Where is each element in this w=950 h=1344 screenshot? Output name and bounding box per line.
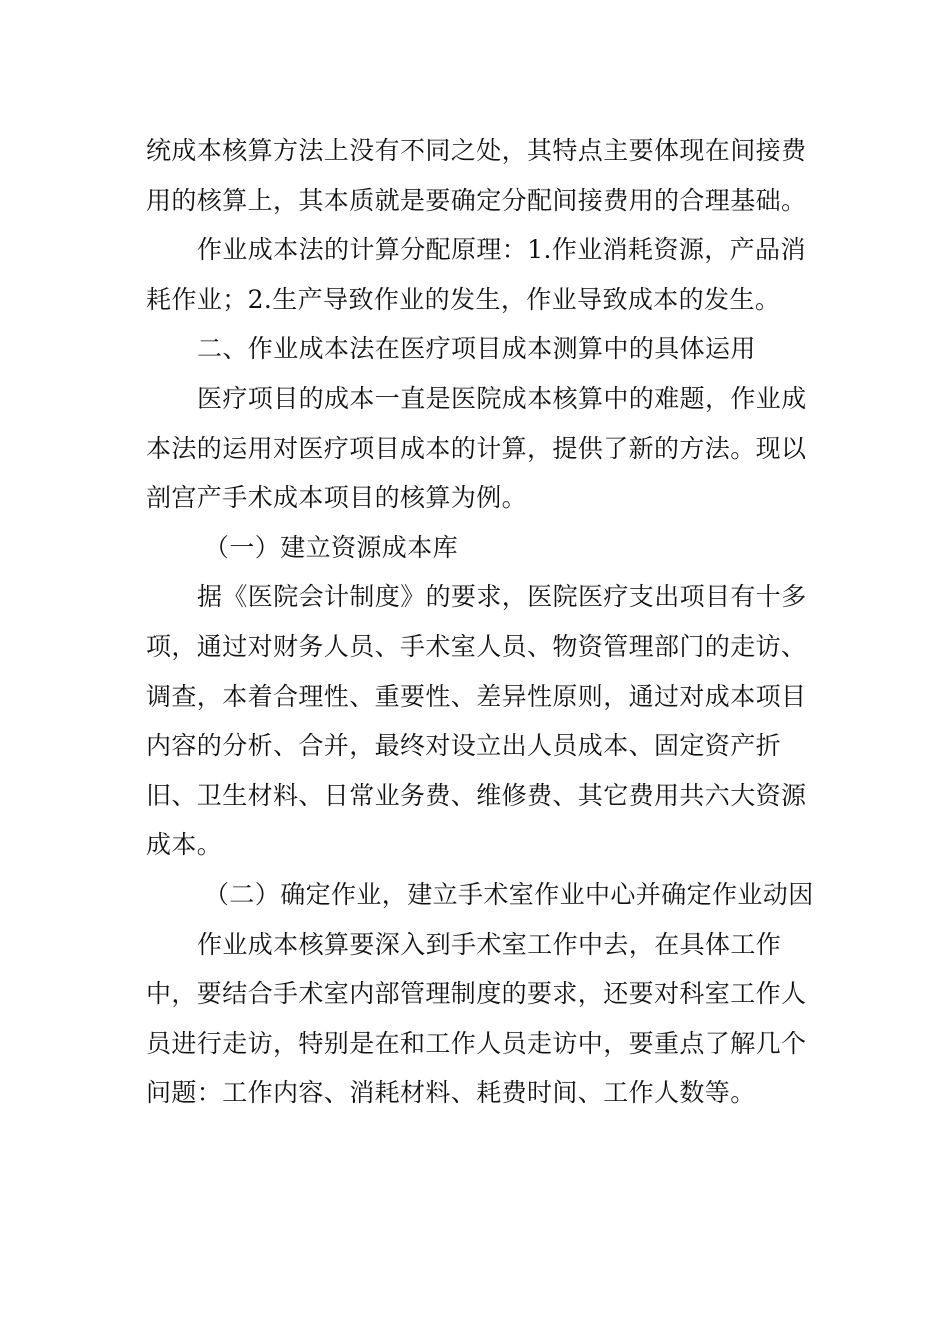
paragraph-resource-cost-pool: 据《医院会计制度》的要求，医院医疗支出项目有十多项，通过对财务人员、手术室人员、物资管理部门的走访、调查，本着合理性、重要性、差异性原则，通过对成本项目内容的分析、合并，最终对设立出人员成本、固定资产折旧、卫生材料、日常业务费、维修费、其它费用共六大资源成本。 [146, 582, 807, 860]
paragraph-calculation-principle: 作业成本法的计算分配原理：1.作业消耗资源，产品消耗作业；2.生产导致作业的发生，作业导致成本的发生。 [146, 235, 806, 314]
paragraph-activity-costing: 作业成本核算要深入到手术室工作中去，在具体工作中，要结合手术室内部管理制度的要求，还要对科室工作人员进行走访，特别是在和工作人员走访中，要重点了解几个问题：工作内容、消耗材料、耗费时间、工作人数等。 [146, 929, 807, 1108]
subsection-heading-1: （一）建立资源成本库 [204, 532, 459, 562]
section-heading-2: 二、作业成本法在医疗项目成本测算中的具体运用 [197, 334, 756, 364]
document-body [146, 126, 816, 1118]
subsection-heading-2: （二）确定作业，建立手术室作业中心并确定作业动因 [204, 879, 814, 909]
paragraph-medical-project-cost: 医疗项目的成本一直是医院成本核算中的难题，作业成本法的运用对医疗项目成本的计算，提供了新的方法。现以剖宫产手术成本项目的核算为例。 [146, 383, 807, 513]
paragraph-continuation: 统成本核算方法上没有不同之处，其特点主要体现在间接费用的核算上，其本质就是要确定分配间接费用的合理基础。 [146, 136, 807, 215]
